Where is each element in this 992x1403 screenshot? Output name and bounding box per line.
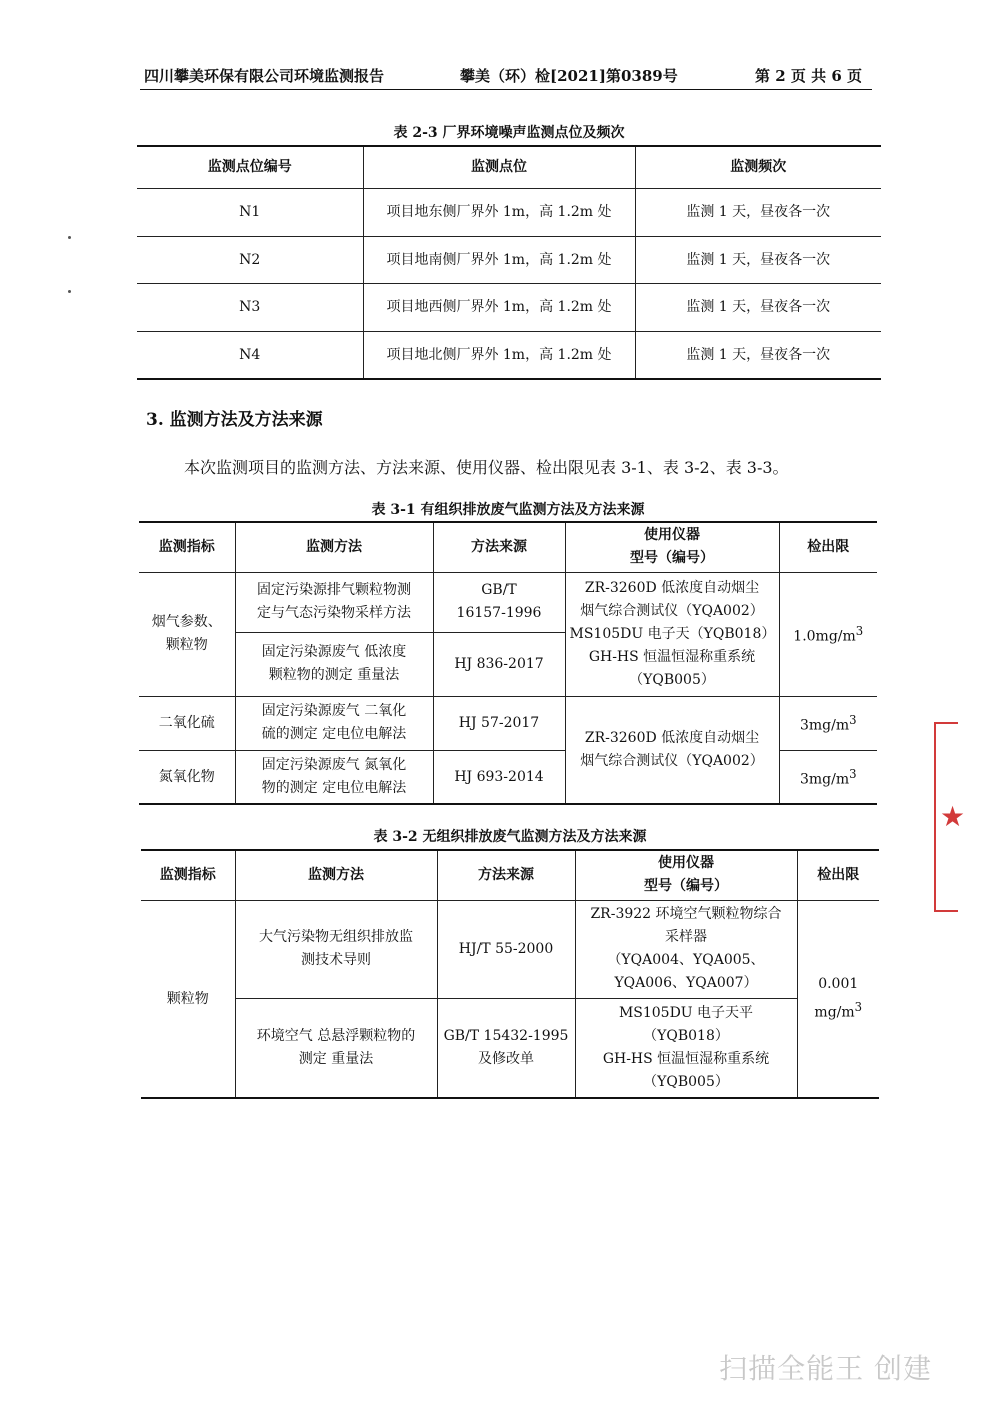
table-cell: N3 [137, 283, 363, 331]
table-cell [235, 750, 433, 804]
table-cell: 项目地东侧厂界外 1m，高 1.2m 处 [363, 188, 635, 236]
table-3-2-caption: 表 3-2 无组织排放废气监测方法及方法来源 [373, 829, 647, 845]
table-header-cell [565, 522, 779, 572]
table-cell [235, 900, 437, 998]
cell-line: GB/T [481, 582, 517, 598]
table-header-cell: 监测指标 [141, 850, 235, 900]
cell-line: 测定 重量法 [298, 1050, 374, 1067]
cell-line: 大气污染物无组织排放监 [259, 929, 413, 945]
table-cell [779, 572, 877, 696]
table-cell: HJ 836-2017 [433, 632, 565, 696]
superscript: 3 [849, 713, 857, 728]
scan-speck [68, 236, 71, 239]
table-header-cell: 监测点位 [363, 146, 635, 188]
table-header-cell: 监测点位编号 [137, 146, 363, 188]
detection-limit: 1.0mg/m [793, 628, 856, 645]
cell-line: 固定污染源废气 低浓度 [261, 644, 407, 660]
superscript: 3 [854, 999, 863, 1014]
cell-line: 环境空气 总悬浮颗粒物的 [256, 1027, 416, 1044]
table-header-cell: 监测方法 [235, 522, 433, 572]
table-header-cell: 监测方法 [235, 850, 437, 900]
table-cell: 二氧化硫 [139, 696, 235, 750]
table-2-3-caption: 表 2-3 厂界环境噪声监测点位及频次 [393, 125, 625, 141]
cell-line: 固定污染源废气 氮氧化 [261, 756, 407, 773]
section-heading: 3. 监测方法及方法来源 [146, 410, 323, 430]
table-cell: 监测 1 天，昼夜各一次 [635, 188, 881, 236]
table-3-1-caption: 表 3-1 有组织排放废气监测方法及方法来源 [371, 502, 645, 518]
table-cell [235, 572, 433, 632]
cell-line: 采样器 [665, 929, 707, 945]
cell-line: 固定污染源废气 二氧化 [261, 703, 407, 719]
table-cell: 氮氧化物 [139, 750, 235, 804]
table-header-cell: 检出限 [779, 522, 877, 572]
cell-line: 颗粒物 [165, 637, 208, 653]
table-cell: HJ 57-2017 [433, 696, 565, 750]
cell-line: 及修改单 [478, 1050, 534, 1067]
cell-line: 颗粒物的测定 重量法 [268, 667, 400, 683]
page-header [140, 63, 872, 90]
cell-line: 16157-1996 [456, 605, 542, 621]
cell-line: 烟气综合测试仪（YQA002） [580, 602, 764, 619]
detection-limit: 0.001 [818, 975, 859, 992]
report-number: 攀美（环）检[2021]第0389号 [460, 67, 678, 85]
instrument-header-line: 使用仪器 [658, 855, 714, 872]
table-cell [235, 998, 437, 1098]
table-cell: HJ/T 55-2000 [437, 900, 575, 998]
instrument-header-line: 使用仪器 [644, 527, 700, 544]
seal-star-icon: ★ [940, 800, 966, 833]
table-header-cell: 检出限 [797, 850, 879, 900]
cell-line: ZR-3922 环境空气颗粒物综合 [590, 906, 782, 922]
table-header-cell: 监测指标 [139, 522, 235, 572]
table-cell [433, 572, 565, 632]
table-cell: 监测 1 天，昼夜各一次 [635, 236, 881, 283]
cell-line: ZR-3260D 低浓度自动烟尘 [584, 579, 760, 596]
table-header-cell: 方法来源 [433, 522, 565, 572]
table-2-3 [137, 145, 881, 380]
table-cell [779, 750, 877, 804]
table-cell [235, 696, 433, 750]
superscript: 3 [855, 624, 864, 639]
table-row [137, 331, 881, 379]
cell-line: （YQB018） [643, 1027, 729, 1044]
table-row [139, 572, 877, 632]
detection-limit-unit [802, 996, 876, 1025]
cell-line: GH-HS 恒温恒湿称重系统 [602, 1050, 770, 1067]
table-cell [779, 696, 877, 750]
table-cell: N1 [137, 188, 363, 236]
cell-line: 物的测定 定电位电解法 [261, 779, 407, 796]
table-cell [797, 900, 879, 1098]
table-cell: HJ 693-2014 [433, 750, 565, 804]
table-row [141, 998, 879, 1098]
table-cell [139, 572, 235, 696]
table-cell [575, 998, 797, 1098]
cell-line: （YQB005） [629, 671, 715, 688]
cell-line: 烟气综合测试仪（YQA002） [580, 752, 764, 769]
table-row [137, 188, 881, 236]
cell-line: 硫的测定 定电位电解法 [261, 726, 407, 742]
cell-line: MS105DU 电子天平 [618, 1004, 754, 1021]
cell-line: 测技术导则 [301, 952, 371, 968]
table-header-cell: 监测频次 [635, 146, 881, 188]
table-3-2 [141, 849, 879, 1099]
table-cell: 监测 1 天，昼夜各一次 [635, 283, 881, 331]
cell-line: YQA006、YQA007） [614, 975, 758, 991]
table-cell [575, 900, 797, 998]
table-cell: 项目地南侧厂界外 1m，高 1.2m 处 [363, 236, 635, 283]
table-row [137, 283, 881, 331]
instrument-header-line: 型号（编号） [644, 878, 728, 895]
table-row [141, 900, 879, 998]
superscript: 3 [849, 766, 857, 781]
scanner-watermark: 扫描全能王 创建 [719, 1352, 932, 1385]
instrument-header-line: 型号（编号） [630, 550, 714, 567]
table-cell [437, 998, 575, 1098]
cell-line: 定与气态污染物采样方法 [257, 605, 411, 621]
table-3-1 [139, 521, 877, 805]
table-cell: 项目地北侧厂界外 1m，高 1.2m 处 [363, 331, 635, 379]
cell-line: （YQA004、YQA005、 [607, 952, 765, 968]
table-header-cell [575, 850, 797, 900]
cell-line: 烟气参数、 [151, 614, 222, 630]
detection-limit: 3mg/m [799, 771, 850, 788]
table-row [139, 696, 877, 750]
table-header-cell: 方法来源 [437, 850, 575, 900]
cell-line: GH-HS 恒温恒湿称重系统 [588, 648, 756, 665]
table-cell: N2 [137, 236, 363, 283]
table-cell: 颗粒物 [141, 900, 235, 1098]
detection-limit: 3mg/m [799, 717, 850, 734]
table-cell [565, 696, 779, 804]
cell-line: 固定污染源排气颗粒物测 [257, 582, 411, 598]
table-cell: 项目地西侧厂界外 1m，高 1.2m 处 [363, 283, 635, 331]
cell-line: MS105DU 电子天（YQB018） [569, 625, 776, 642]
scan-speck [68, 290, 71, 293]
table-row [137, 236, 881, 283]
table-cell: 监测 1 天，昼夜各一次 [635, 331, 881, 379]
section-intro-paragraph: 本次监测项目的监测方法、方法来源、使用仪器、检出限见表 3-1、表 3-2、表 3-3。 [184, 458, 789, 477]
table-cell [565, 572, 779, 696]
page-indicator: 第 2 页 共 6 页 [755, 67, 862, 85]
company-report-title: 四川攀美环保有限公司环境监测报告 [144, 67, 385, 85]
unit-text: mg/m [814, 1004, 855, 1021]
cell-line: ZR-3260D 低浓度自动烟尘 [584, 729, 760, 746]
cell-line: GB/T 15432-1995 [443, 1027, 569, 1044]
cell-line: （YQB005） [643, 1073, 729, 1090]
table-cell [235, 632, 433, 696]
table-cell: N4 [137, 331, 363, 379]
